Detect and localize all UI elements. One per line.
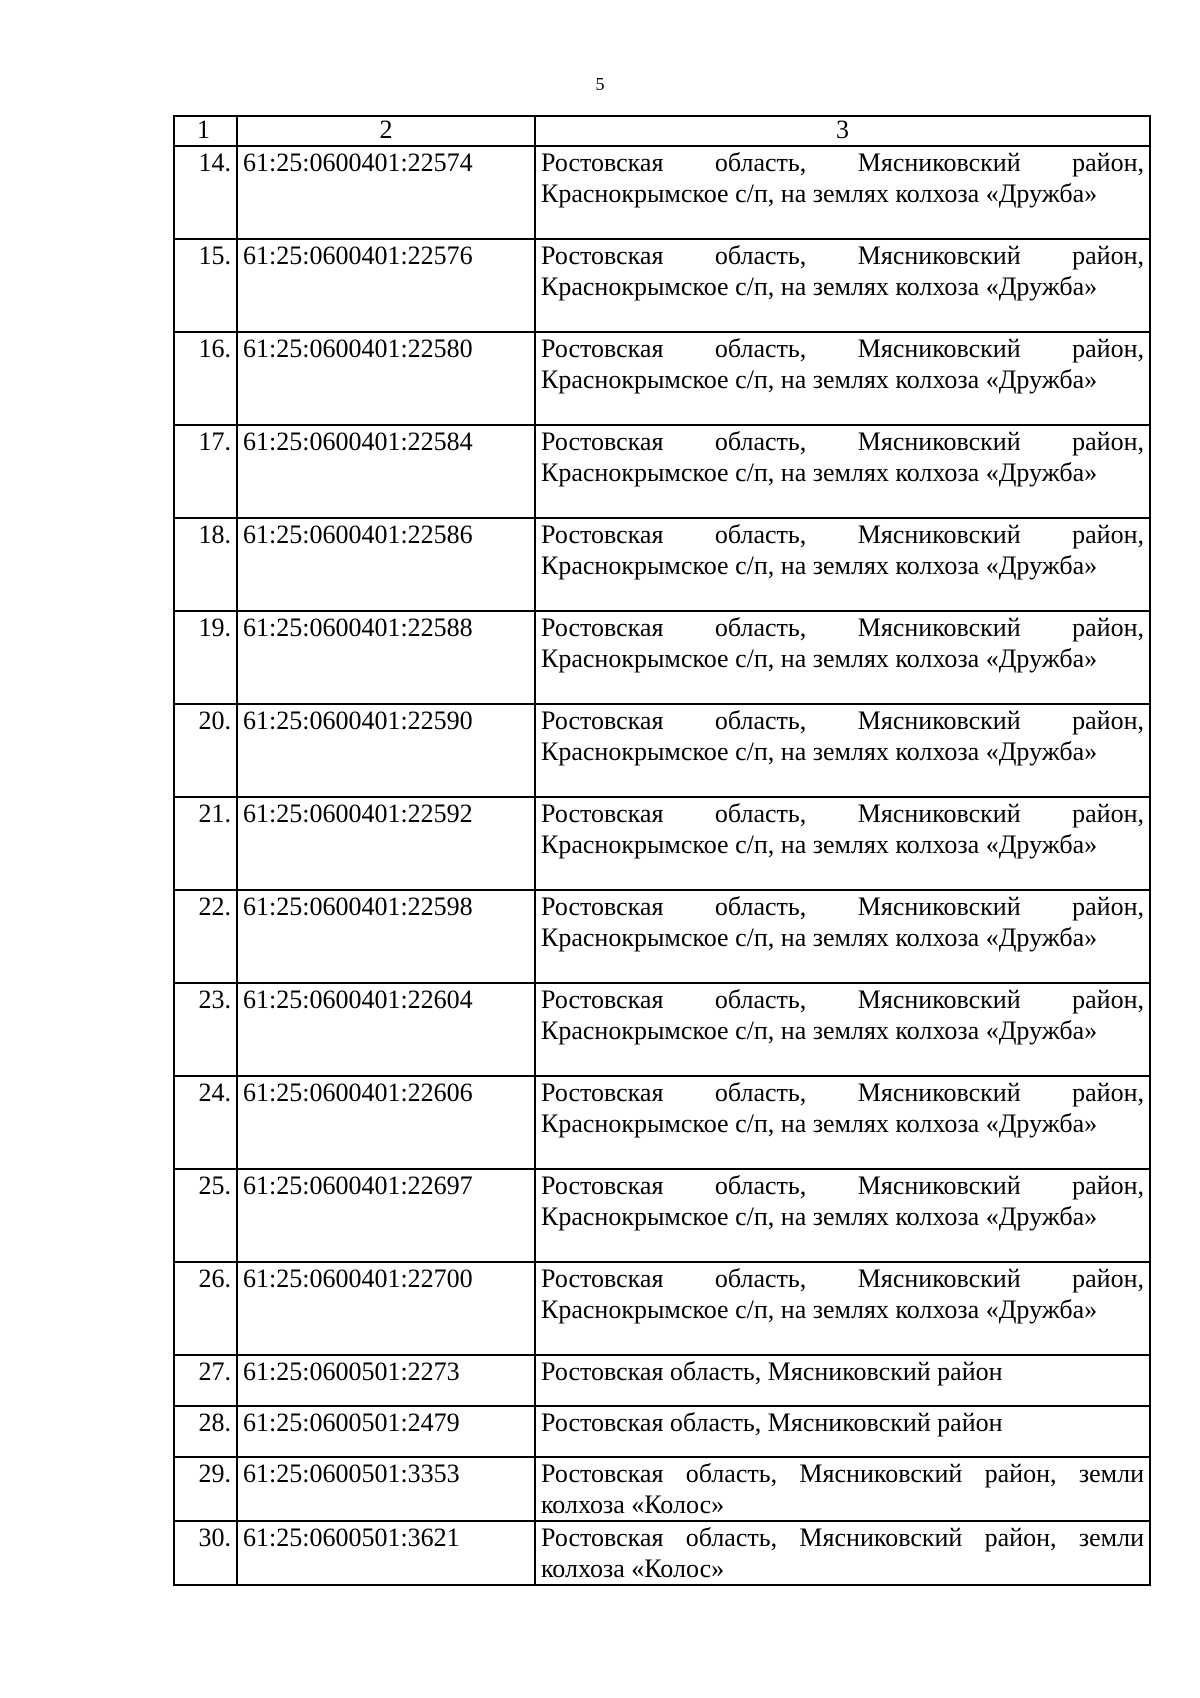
row-number: 16. bbox=[174, 332, 237, 425]
cadastral-number: 61:25:0600501:2273 bbox=[237, 1355, 535, 1406]
location-address: Ростовская область, Мясниковский район, Краснокрымское с/п, на землях колхоза «Дружба» bbox=[535, 611, 1150, 704]
column-header-1: 1 bbox=[174, 116, 237, 146]
table-row bbox=[174, 1457, 1150, 1521]
location-address: Ростовская область, Мясниковский район, Краснокрымское с/п, на землях колхоза «Дружба» bbox=[535, 704, 1150, 797]
row-number: 24. bbox=[174, 1076, 237, 1169]
cadastral-number: 61:25:0600401:22586 bbox=[237, 518, 535, 611]
cadastral-number: 61:25:0600401:22592 bbox=[237, 797, 535, 890]
row-number: 28. bbox=[174, 1406, 237, 1457]
row-number: 22. bbox=[174, 890, 237, 983]
table-row bbox=[174, 1355, 1150, 1406]
location-address: Ростовская область, Мясниковский район bbox=[535, 1355, 1150, 1406]
table-row bbox=[174, 332, 1150, 425]
cadastral-number: 61:25:0600401:22604 bbox=[237, 983, 535, 1076]
cadastral-number: 61:25:0600401:22576 bbox=[237, 239, 535, 332]
row-number: 23. bbox=[174, 983, 237, 1076]
cadastral-number: 61:25:0600401:22700 bbox=[237, 1262, 535, 1355]
table-row bbox=[174, 1076, 1150, 1169]
table-row bbox=[174, 983, 1150, 1076]
row-number: 25. bbox=[174, 1169, 237, 1262]
location-address: Ростовская область, Мясниковский район, Краснокрымское с/п, на землях колхоза «Дружба» bbox=[535, 332, 1150, 425]
location-address: Ростовская область, Мясниковский район, Краснокрымское с/п, на землях колхоза «Дружба» bbox=[535, 1076, 1150, 1169]
row-number: 29. bbox=[174, 1457, 237, 1521]
location-address: Ростовская область, Мясниковский район, Краснокрымское с/п, на землях колхоза «Дружба» bbox=[535, 239, 1150, 332]
table-row bbox=[174, 425, 1150, 518]
table-row bbox=[174, 611, 1150, 704]
table-row bbox=[174, 890, 1150, 983]
cadastral-number: 61:25:0600401:22584 bbox=[237, 425, 535, 518]
location-address: Ростовская область, Мясниковский район, Краснокрымское с/п, на землях колхоза «Дружба» bbox=[535, 1262, 1150, 1355]
cadastral-number: 61:25:0600401:22697 bbox=[237, 1169, 535, 1262]
table-row bbox=[174, 1521, 1150, 1585]
location-address: Ростовская область, Мясниковский район, Краснокрымское с/п, на землях колхоза «Дружба» bbox=[535, 797, 1150, 890]
location-address: Ростовская область, Мясниковский район, Краснокрымское с/п, на землях колхоза «Дружба» bbox=[535, 425, 1150, 518]
table-row bbox=[174, 239, 1150, 332]
location-address: Ростовская область, Мясниковский район, Краснокрымское с/п, на землях колхоза «Дружба» bbox=[535, 146, 1150, 239]
cadastral-number: 61:25:0600401:22588 bbox=[237, 611, 535, 704]
row-number: 30. bbox=[174, 1521, 237, 1585]
cadastral-number: 61:25:0600401:22580 bbox=[237, 332, 535, 425]
table-row bbox=[174, 146, 1150, 239]
location-address: Ростовская область, Мясниковский район, Краснокрымское с/п, на землях колхоза «Дружба» bbox=[535, 518, 1150, 611]
location-address: Ростовская область, Мясниковский район, Краснокрымское с/п, на землях колхоза «Дружба» bbox=[535, 1169, 1150, 1262]
table-row bbox=[174, 1406, 1150, 1457]
cadastral-number: 61:25:0600501:3353 bbox=[237, 1457, 535, 1521]
row-number: 18. bbox=[174, 518, 237, 611]
location-address: Ростовская область, Мясниковский район, Краснокрымское с/п, на землях колхоза «Дружба» bbox=[535, 890, 1150, 983]
column-header-3: 3 bbox=[535, 116, 1150, 146]
row-number: 21. bbox=[174, 797, 237, 890]
row-number: 26. bbox=[174, 1262, 237, 1355]
location-address: Ростовская область, Мясниковский район, земли колхоза «Колос» bbox=[535, 1521, 1150, 1585]
table-row bbox=[174, 797, 1150, 890]
cadastral-table bbox=[173, 115, 1151, 1586]
location-address: Ростовская область, Мясниковский район, Краснокрымское с/п, на землях колхоза «Дружба» bbox=[535, 983, 1150, 1076]
row-number: 15. bbox=[174, 239, 237, 332]
column-header-2: 2 bbox=[237, 116, 535, 146]
table-row bbox=[174, 704, 1150, 797]
page-number: 5 bbox=[595, 74, 605, 94]
table-row bbox=[174, 518, 1150, 611]
row-number: 27. bbox=[174, 1355, 237, 1406]
cadastral-number: 61:25:0600401:22598 bbox=[237, 890, 535, 983]
row-number: 20. bbox=[174, 704, 237, 797]
cadastral-number: 61:25:0600501:2479 bbox=[237, 1406, 535, 1457]
cadastral-number: 61:25:0600401:22590 bbox=[237, 704, 535, 797]
location-address: Ростовская область, Мясниковский район bbox=[535, 1406, 1150, 1457]
cadastral-number: 61:25:0600401:22606 bbox=[237, 1076, 535, 1169]
row-number: 19. bbox=[174, 611, 237, 704]
location-address: Ростовская область, Мясниковский район, земли колхоза «Колос» bbox=[535, 1457, 1150, 1521]
cadastral-number: 61:25:0600501:3621 bbox=[237, 1521, 535, 1585]
table-row bbox=[174, 1169, 1150, 1262]
row-number: 14. bbox=[174, 146, 237, 239]
table-header-row bbox=[174, 116, 1150, 146]
row-number: 17. bbox=[174, 425, 237, 518]
table-row bbox=[174, 1262, 1150, 1355]
cadastral-number: 61:25:0600401:22574 bbox=[237, 146, 535, 239]
